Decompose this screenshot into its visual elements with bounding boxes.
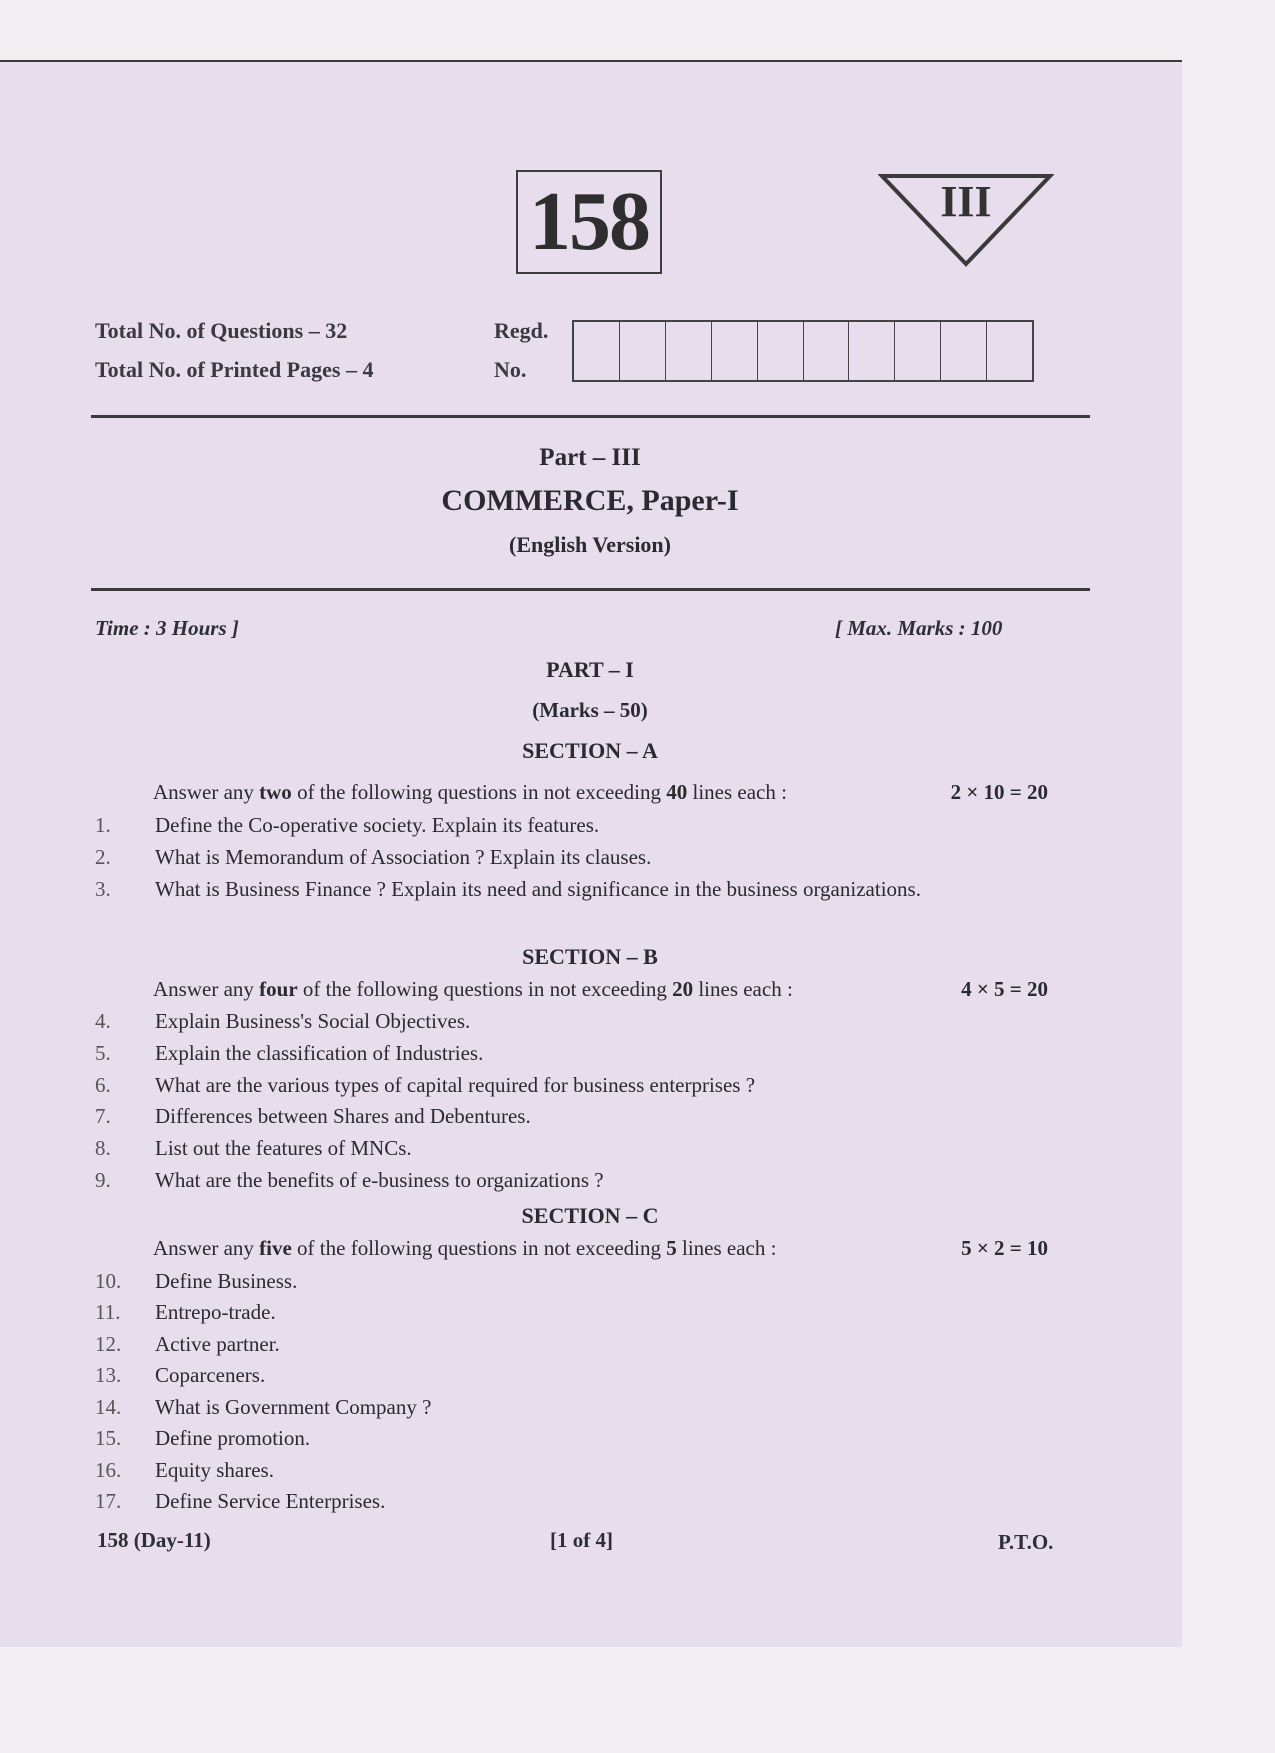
total-pages: Total No. of Printed Pages – 4 <box>95 357 374 382</box>
question-item: 12. Active partner. <box>95 1332 280 1356</box>
question-item: 7. Differences between Shares and Debentures. <box>95 1104 531 1128</box>
regd-no-label: No. <box>494 357 527 382</box>
section-marks: 5 × 2 = 10 <box>961 1236 1048 1260</box>
total-questions: Total No. of Questions – 32 <box>95 318 348 343</box>
question-item: 10. Define Business. <box>95 1269 298 1293</box>
section-b-heading: SECTION – B <box>522 944 658 969</box>
regd-label: Regd. <box>494 318 549 343</box>
question-item: 15. Define promotion. <box>95 1426 311 1450</box>
section-marks: 4 × 5 = 20 <box>961 977 1048 1001</box>
regd-cell[interactable] <box>941 322 987 380</box>
regd-cell[interactable] <box>712 322 758 380</box>
question-item: 16. Equity shares. <box>95 1458 274 1482</box>
divider <box>91 415 1090 418</box>
question-item: 2. What is Memorandum of Association ? Explain its clauses. <box>95 845 652 869</box>
paper-code: 158 <box>516 170 662 274</box>
max-marks: [ Max. Marks : 100 <box>835 616 1003 640</box>
regd-cell[interactable] <box>666 322 712 380</box>
instruction-text: Answer any five of the following questions in not exceeding 5 lines each : <box>153 1236 777 1260</box>
question-item: 1. Define the Co-operative society. Explain its features. <box>95 813 600 837</box>
part-one-marks: (Marks – 50) <box>532 698 648 722</box>
section-b-instructions <box>153 977 1048 1002</box>
section-a-heading: SECTION – A <box>522 738 658 763</box>
regd-cell[interactable] <box>574 322 620 380</box>
regd-number-grid[interactable] <box>572 320 1034 382</box>
time-allowed: Time : 3 Hours ] <box>95 616 239 640</box>
divider <box>91 588 1090 591</box>
footer-paper-ref: 158 (Day-11) <box>97 1528 211 1552</box>
question-item: 17. Define Service Enterprises. <box>95 1489 386 1513</box>
question-item: 5. Explain the classification of Industries. <box>95 1041 484 1065</box>
page-number: [1 of 4] <box>550 1528 613 1552</box>
question-item: 4. Explain Business's Social Objectives. <box>95 1009 471 1033</box>
instruction-text: Answer any two of the following questions in not exceeding 40 lines each : <box>153 780 787 804</box>
question-item: 13. Coparceners. <box>95 1363 266 1387</box>
subject-title: COMMERCE, Paper-I <box>441 484 739 517</box>
regd-cell[interactable] <box>620 322 666 380</box>
pto-label: P.T.O. <box>998 1530 1054 1554</box>
part-one-heading: PART – I <box>546 657 634 682</box>
regd-cell[interactable] <box>804 322 850 380</box>
regd-cell[interactable] <box>849 322 895 380</box>
question-item: 6. What are the various types of capital required for business enterprises ? <box>95 1073 756 1097</box>
section-a-instructions <box>153 780 1048 805</box>
question-item: 9. What are the benefits of e-business to organizations ? <box>95 1168 604 1192</box>
instruction-text: Answer any four of the following questions in not exceeding 20 lines each : <box>153 977 793 1001</box>
regd-cell[interactable] <box>895 322 941 380</box>
question-item: 11. Entrepo-trade. <box>95 1300 276 1324</box>
part-badge: III <box>940 177 992 226</box>
section-c-heading: SECTION – C <box>521 1203 659 1228</box>
question-item: 3. What is Business Finance ? Explain its need and significance in the business organizations. <box>95 877 921 901</box>
section-c-instructions <box>153 1236 1048 1261</box>
question-item: 14. What is Government Company ? <box>95 1395 432 1419</box>
part-title: Part – III <box>539 444 641 471</box>
regd-cell[interactable] <box>758 322 804 380</box>
regd-cell[interactable] <box>987 322 1032 380</box>
section-marks: 2 × 10 = 20 <box>950 780 1048 804</box>
question-item: 8. List out the features of MNCs. <box>95 1136 412 1160</box>
version-label: (English Version) <box>509 532 671 557</box>
